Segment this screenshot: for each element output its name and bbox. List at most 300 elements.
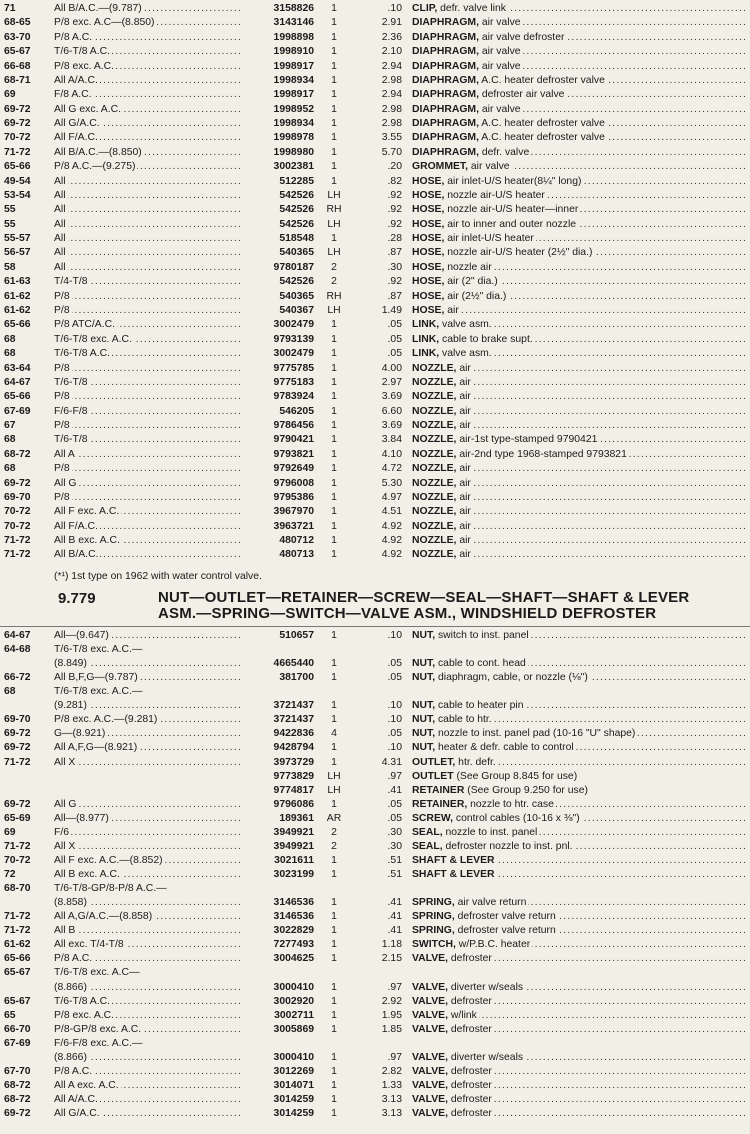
- year-cell: 65-67: [4, 967, 31, 979]
- price-cell: .41: [387, 911, 402, 923]
- part-name: VALVE,: [412, 981, 448, 993]
- model-text: F/6-F/8 exc. A.C.—: [54, 1037, 143, 1049]
- model-text: P/8 ATC/A.C.: [54, 319, 116, 331]
- table-row: [0, 31, 750, 45]
- part-number-cell: 510657: [279, 630, 314, 641]
- part-name: HOSE,: [412, 189, 445, 201]
- price-cell: .05: [387, 658, 402, 670]
- model-text: (8.849): [54, 658, 87, 670]
- model-cell: [54, 1065, 240, 1079]
- quantity-cell: 1: [331, 31, 337, 43]
- description-cell: [412, 275, 746, 289]
- part-number-cell: 3002479: [273, 348, 314, 360]
- part-name: DIAPHRAGM,: [412, 118, 479, 130]
- part-number-cell: 9775785: [273, 362, 314, 374]
- model-cell: [54, 629, 240, 643]
- description-cell: [412, 981, 746, 995]
- model-cell: [54, 981, 240, 995]
- quantity-cell: 1: [331, 448, 337, 460]
- part-name: NUT,: [412, 742, 436, 754]
- description-cell: [412, 896, 746, 910]
- part-number-cell: 3000410: [273, 1051, 314, 1063]
- table-row: [0, 741, 750, 755]
- part-number-cell: 9796086: [273, 798, 314, 810]
- model-cell: [54, 657, 240, 671]
- group-title-line-2: ASM.—SPRING—SWITCH—VALVE ASM., WINDSHIELD DEFROSTER: [158, 605, 657, 622]
- model-cell: [54, 419, 240, 433]
- group-divider: [0, 626, 750, 627]
- part-description: cable to heater pin: [435, 700, 524, 712]
- description-cell: [412, 854, 746, 868]
- price-cell: .30: [387, 261, 402, 273]
- quantity-cell: 1: [331, 333, 337, 345]
- part-number-cell: 546205: [279, 405, 314, 417]
- model-cell: [54, 995, 240, 1009]
- model-text: All: [54, 233, 66, 245]
- model-cell: [54, 548, 240, 562]
- part-description: air: [456, 463, 471, 475]
- year-cell: 55: [4, 204, 16, 216]
- part-number-cell: 9786456: [273, 420, 314, 432]
- model-text: T/6-T/8 A.C.: [54, 995, 111, 1007]
- model-text: P/8 exc. A.C.—(9.281): [54, 714, 158, 726]
- part-description: defroster: [448, 1065, 492, 1077]
- year-cell: 69-72: [4, 1108, 31, 1120]
- table-row: [0, 477, 750, 491]
- model-cell: [54, 74, 240, 88]
- part-name: NOZZLE,: [412, 520, 457, 532]
- part-description: valve asm.: [439, 319, 492, 331]
- quantity-cell: 1: [331, 491, 337, 503]
- table-row: [0, 362, 750, 376]
- part-number-cell: 3967970: [273, 506, 314, 518]
- table-row: [0, 203, 750, 217]
- part-description: nozzle to htr. case: [467, 798, 554, 810]
- quantity-cell: 1: [331, 434, 337, 446]
- part-name: DIAPHRAGM,: [412, 17, 479, 29]
- part-number-cell: 1998934: [273, 74, 314, 86]
- quantity-cell: 1: [331, 74, 337, 86]
- model-text: All—(9.647): [54, 630, 109, 641]
- part-description: air: [456, 376, 471, 388]
- model-text: P/8 exc. A.C.: [54, 60, 115, 72]
- quantity-cell: 1: [331, 953, 337, 965]
- model-cell: [54, 16, 240, 30]
- part-name: NOZZLE,: [412, 535, 457, 547]
- price-cell: .05: [387, 319, 402, 331]
- quantity-cell: 1: [331, 60, 337, 72]
- model-cell: [54, 203, 240, 217]
- part-number-cell: 9775183: [273, 376, 314, 388]
- table-row: [0, 699, 750, 713]
- part-description: w/link: [448, 1009, 477, 1021]
- part-description: air valve: [478, 17, 521, 29]
- part-name: SPRING,: [412, 897, 455, 909]
- model-cell: [54, 840, 240, 854]
- price-cell: .10: [387, 742, 402, 754]
- model-cell: [54, 160, 240, 174]
- price-cell: 3.55: [381, 132, 402, 144]
- year-cell: 67-70: [4, 1065, 31, 1077]
- table-row: [0, 1079, 750, 1093]
- model-text: All A,G/A.C.—(8.858): [54, 911, 153, 923]
- price-cell: .41: [387, 784, 402, 796]
- model-text: All B/A.C.—(8.850): [54, 146, 142, 158]
- table-row: [0, 1037, 750, 1051]
- model-cell: [54, 727, 240, 741]
- description-cell: [412, 333, 746, 347]
- quantity-cell: LH: [327, 770, 341, 782]
- part-name: HOSE,: [412, 261, 445, 273]
- description-cell: [412, 657, 746, 671]
- table-row: [0, 1093, 750, 1107]
- price-cell: 4.10: [381, 448, 402, 460]
- year-cell: 71-72: [4, 840, 31, 852]
- price-cell: .05: [387, 348, 402, 360]
- price-cell: 6.60: [381, 405, 402, 417]
- description-cell: [412, 741, 746, 755]
- year-cell: 65-66: [4, 953, 31, 965]
- description-cell: [412, 31, 746, 45]
- description-cell: [412, 16, 746, 30]
- model-text: All B,F,G—(9.787): [54, 672, 138, 684]
- model-text: All F/A.C.: [54, 132, 98, 144]
- price-cell: 4.00: [381, 362, 402, 374]
- year-cell: 67-69: [4, 405, 31, 417]
- table-row: [0, 304, 750, 318]
- model-text: G—(8.921): [54, 728, 106, 740]
- model-cell: [54, 770, 240, 784]
- price-cell: .30: [387, 826, 402, 838]
- year-cell: 64-67: [4, 630, 31, 641]
- part-number-cell: 1998952: [273, 103, 314, 115]
- price-cell: .10: [387, 630, 402, 641]
- model-cell: [54, 713, 240, 727]
- part-name: DIAPHRAGM,: [412, 31, 479, 43]
- quantity-cell: LH: [327, 247, 341, 259]
- part-name: HOSE,: [412, 290, 445, 302]
- group-header: [0, 590, 750, 624]
- price-cell: 4.51: [381, 506, 402, 518]
- model-text: T/4-T/8: [54, 276, 88, 288]
- table-row: [0, 756, 750, 770]
- part-name: CLIP,: [412, 3, 438, 14]
- year-cell: 68: [4, 686, 16, 698]
- part-number-cell: 542526: [279, 189, 314, 201]
- price-cell: 1.85: [381, 1023, 402, 1035]
- year-cell: 66-68: [4, 60, 31, 72]
- price-cell: 2.94: [381, 89, 402, 101]
- quantity-cell: 1: [331, 89, 337, 101]
- part-number-cell: 3000410: [273, 981, 314, 993]
- part-description: defroster nozzle to inst. pnl.: [442, 840, 573, 852]
- part-number-cell: 9783924: [273, 391, 314, 403]
- description-cell: [412, 924, 746, 938]
- year-cell: 65: [4, 1009, 16, 1021]
- model-text: (8.866): [54, 981, 87, 993]
- quantity-cell: 1: [331, 549, 337, 561]
- model-text: All X: [54, 840, 76, 852]
- price-cell: 1.95: [381, 1009, 402, 1021]
- model-text: All G exc. A.C.: [54, 103, 121, 115]
- part-name: SHAFT & LEVER: [412, 869, 495, 881]
- year-cell: 68-72: [4, 1079, 31, 1091]
- year-cell: 69-72: [4, 477, 31, 489]
- price-cell: 2.98: [381, 103, 402, 115]
- quantity-cell: 1: [331, 175, 337, 187]
- description-cell: [412, 812, 746, 826]
- quantity-cell: 2: [331, 826, 337, 838]
- part-name: RETAINER: [412, 784, 465, 796]
- model-text: All G/A.C.: [54, 1108, 100, 1120]
- part-name: NOZZLE,: [412, 434, 457, 446]
- model-cell: [54, 261, 240, 275]
- table-row: [0, 131, 750, 145]
- model-cell: [54, 1009, 240, 1023]
- year-cell: 56-57: [4, 247, 31, 259]
- part-name: NOZZLE,: [412, 477, 457, 489]
- model-text: F/8 A.C.: [54, 89, 92, 101]
- price-cell: .20: [387, 161, 402, 173]
- price-cell: .10: [387, 3, 402, 14]
- part-name: NUT,: [412, 700, 436, 712]
- description-cell: [412, 520, 746, 534]
- table-row: [0, 966, 750, 980]
- quantity-cell: 2: [331, 276, 337, 288]
- quantity-cell: 1: [331, 658, 337, 670]
- part-name: DIAPHRAGM,: [412, 74, 479, 86]
- part-name: NOZZLE,: [412, 405, 457, 417]
- description-cell: [412, 1065, 746, 1079]
- model-cell: [54, 462, 240, 476]
- description-cell: [412, 1037, 746, 1051]
- table-row: [0, 685, 750, 699]
- part-name: DIAPHRAGM,: [412, 60, 479, 72]
- part-description: nozzle to inst. panel: [442, 826, 538, 838]
- quantity-cell: 1: [331, 672, 337, 684]
- part-name: NOZZLE,: [412, 463, 457, 475]
- year-cell: 71-72: [4, 549, 31, 561]
- description-cell: [412, 448, 746, 462]
- year-cell: 71-72: [4, 756, 31, 768]
- year-cell: 64-67: [4, 376, 31, 388]
- price-cell: 3.69: [381, 391, 402, 403]
- part-description: defroster: [448, 995, 492, 1007]
- price-cell: 5.30: [381, 477, 402, 489]
- year-cell: 68-65: [4, 17, 31, 29]
- part-number-cell: 3002479: [273, 319, 314, 331]
- description-cell: [412, 477, 746, 491]
- model-cell: [54, 685, 240, 699]
- model-cell: [54, 376, 240, 390]
- table-row: [0, 1051, 750, 1065]
- model-text: All A/A.C.: [54, 74, 98, 86]
- price-cell: .92: [387, 276, 402, 288]
- part-name: GROMMET,: [412, 161, 468, 173]
- price-cell: .97: [387, 770, 402, 782]
- model-text: P/8: [54, 391, 70, 403]
- model-cell: [54, 1093, 240, 1107]
- model-text: P/8 A.C.: [54, 953, 93, 965]
- model-text: All—(8.977): [54, 812, 109, 824]
- part-name: VALVE,: [412, 1009, 448, 1021]
- table-row: [0, 924, 750, 938]
- quantity-cell: 1: [331, 17, 337, 29]
- part-description: defroster valve return: [454, 911, 556, 923]
- year-cell: 70-72: [4, 520, 31, 532]
- description-cell: [412, 189, 746, 203]
- table-row: [0, 103, 750, 117]
- part-name: NOZZLE,: [412, 391, 457, 403]
- model-cell: [54, 924, 240, 938]
- part-description: w/P.B.C. heater: [455, 939, 531, 951]
- model-cell: [54, 1037, 240, 1051]
- part-number-cell: 3014071: [273, 1079, 314, 1091]
- part-number-cell: 480713: [279, 549, 314, 561]
- part-number-cell: 3022829: [273, 925, 314, 937]
- price-cell: 3.69: [381, 420, 402, 432]
- description-cell: [412, 318, 746, 332]
- table-row: [0, 390, 750, 404]
- model-cell: [54, 966, 240, 980]
- table-row: [0, 88, 750, 102]
- part-number-cell: 9774817: [273, 784, 314, 796]
- footnote: (*¹) 1st type on 1962 with water control valve.: [54, 571, 262, 582]
- part-number-cell: 3021611: [274, 854, 314, 866]
- model-text: (8.858): [54, 897, 87, 909]
- model-text: All A/A.C.: [54, 1093, 98, 1105]
- model-text: All F exc. A.C.—(8.852): [54, 854, 163, 866]
- model-cell: [54, 304, 240, 318]
- description-cell: [412, 995, 746, 1009]
- part-description: air: [456, 506, 471, 518]
- model-text: P/8: [54, 362, 70, 374]
- part-description: air: [456, 391, 471, 403]
- price-cell: 2.82: [381, 1065, 402, 1077]
- part-number-cell: 3014259: [273, 1093, 314, 1105]
- part-description: air valve: [478, 103, 521, 115]
- part-description: (See Group 9.250 for use): [464, 784, 588, 796]
- part-number-cell: 7277493: [273, 939, 314, 951]
- model-cell: [54, 117, 240, 131]
- description-cell: [412, 347, 746, 361]
- part-name: RETAINER,: [412, 798, 468, 810]
- part-number-cell: 9422836: [273, 728, 314, 740]
- part-description: air-2nd type 1968-stamped 9793821: [456, 448, 627, 460]
- price-cell: .05: [387, 812, 402, 824]
- part-number-cell: 3146536: [273, 911, 314, 923]
- price-cell: .92: [387, 189, 402, 201]
- part-number-cell: 1998917: [273, 89, 314, 101]
- part-number-cell: 3973729: [273, 756, 314, 768]
- part-description: defroster: [448, 953, 492, 965]
- quantity-cell: 1: [331, 103, 337, 115]
- part-name: NOZZLE,: [412, 448, 457, 460]
- part-number-cell: 542526: [279, 218, 314, 230]
- model-text: F/6-F/8: [54, 405, 88, 417]
- description-cell: [412, 146, 746, 160]
- model-cell: [54, 505, 240, 519]
- quantity-cell: 1: [331, 1009, 337, 1021]
- table-row: [0, 938, 750, 952]
- table-row: [0, 840, 750, 854]
- year-cell: 69-72: [4, 103, 31, 115]
- price-cell: .05: [387, 798, 402, 810]
- description-cell: [412, 671, 746, 685]
- model-text: T/6-T/8: [54, 434, 88, 446]
- table-row: [0, 246, 750, 260]
- model-cell: [54, 699, 240, 713]
- part-number-cell: 3005869: [273, 1023, 314, 1035]
- year-cell: 71-72: [4, 925, 31, 937]
- description-cell: [412, 405, 746, 419]
- quantity-cell: 1: [331, 132, 337, 144]
- table-row: [0, 534, 750, 548]
- quantity-cell: 1: [331, 420, 337, 432]
- part-description: defr. valve: [478, 146, 530, 158]
- model-text: All B/A.C.—(9.787): [54, 3, 142, 14]
- quantity-cell: 1: [331, 897, 337, 909]
- model-text: P/8-GP/8 exc. A.C.: [54, 1023, 142, 1035]
- part-name: VALVE,: [412, 1108, 448, 1120]
- model-cell: [54, 448, 240, 462]
- model-text: P/8 exc. A.C.: [54, 1009, 115, 1021]
- quantity-cell: 1: [331, 995, 337, 1007]
- model-cell: [54, 333, 240, 347]
- description-cell: [412, 376, 746, 390]
- year-cell: 49-54: [4, 175, 31, 187]
- part-description: A.C. heater defroster valve: [478, 118, 605, 130]
- part-name: SHAFT & LEVER: [412, 854, 495, 866]
- part-description: cable to htr.: [435, 714, 492, 726]
- part-name: NUT,: [412, 714, 436, 726]
- part-number-cell: 3146536: [273, 897, 314, 909]
- part-name: VALVE,: [412, 995, 448, 1007]
- part-number-cell: 9793821: [273, 448, 314, 460]
- description-cell: [412, 117, 746, 131]
- year-cell: 65-66: [4, 161, 31, 173]
- quantity-cell: 1: [331, 756, 337, 768]
- description-cell: [412, 685, 746, 699]
- part-number-cell: 9796008: [273, 477, 314, 489]
- table-row: [0, 1023, 750, 1037]
- part-number-cell: 9773829: [273, 770, 314, 782]
- table-row: [0, 1065, 750, 1079]
- model-cell: [54, 1079, 240, 1093]
- table-row: [0, 812, 750, 826]
- price-cell: .97: [387, 1051, 402, 1063]
- model-cell: [54, 189, 240, 203]
- model-cell: [54, 31, 240, 45]
- model-cell: [54, 1051, 240, 1065]
- part-description: nozzle air-U/S heater (2½" dia.): [444, 247, 593, 259]
- year-cell: 61-63: [4, 276, 31, 288]
- model-cell: [54, 218, 240, 232]
- model-cell: [54, 131, 240, 145]
- part-number-cell: 540367: [279, 304, 314, 316]
- part-name: SEAL,: [412, 840, 443, 852]
- model-text: All B: [54, 925, 76, 937]
- description-cell: [412, 1051, 746, 1065]
- part-number-cell: 3158826: [273, 3, 314, 14]
- part-description: air: [456, 362, 471, 374]
- part-name: NOZZLE,: [412, 491, 457, 503]
- description-cell: [412, 2, 746, 16]
- table-row: [0, 419, 750, 433]
- model-text: All A,F,G—(8.921): [54, 742, 138, 754]
- price-cell: 3.13: [381, 1093, 402, 1105]
- table-row: [0, 462, 750, 476]
